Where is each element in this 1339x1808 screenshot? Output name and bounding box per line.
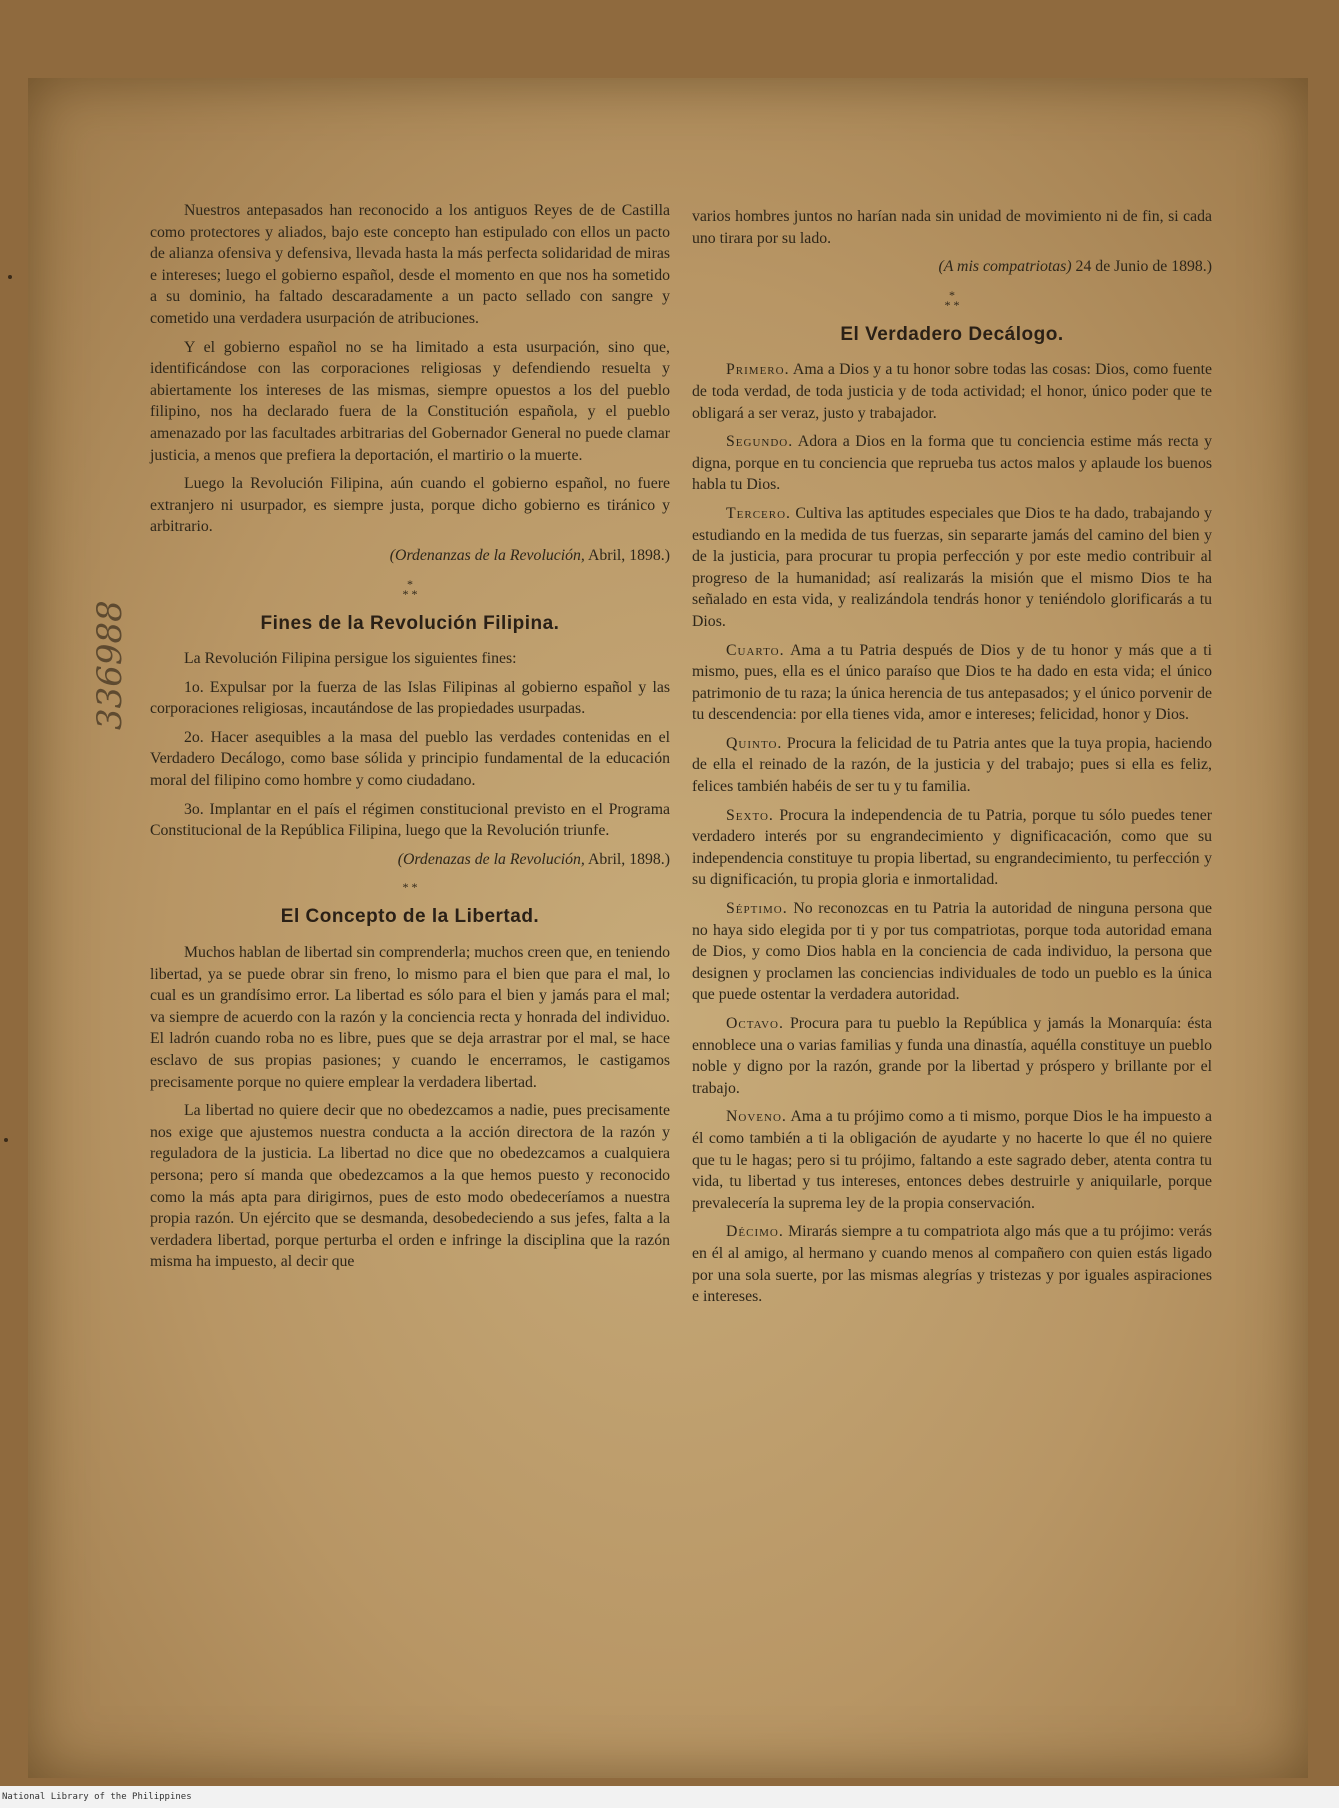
footer-credit: National Library of the Philippines bbox=[0, 1786, 1339, 1808]
decalogue-item: Séptimo. No reconozcas en tu Patria la autoridad de ninguna persona que no haya sido elegida por ti y por tus compatriotas, porque toda autoridad emana de Dios, y como Dios habla en la conciencia de cada individuo, la persona que designen y proclamen las conciencias individuales de todo un pueblo es la única que puede ostentar la verdadera autoridad. bbox=[692, 900, 1212, 1004]
source-citation: (A mis compatriotas) 24 de Junio de 1898.) bbox=[938, 258, 1212, 276]
section-heading-decalogo: El Verdadero Decálogo. bbox=[840, 323, 1064, 345]
paragraph: Muchos hablan de libertad sin comprenderla; muchos creen que, en teniendo libertad, ya se puede obrar sin freno, lo mismo para el bien que para el mal, lo cual es un grandísimo error. La libertad es sólo para el bien y jamás para el mal; va siempre de acuerdo con la razón y la conciencia recta y honrada del individuo. El ladrón cuando roba no es libre, pues que se deja arrastrar por el mal, se hace esclavo de sus propias pasiones; y cuando le encerramos, le castigamos precisamente porque no quiere emplear la verdadera libertad. bbox=[150, 944, 670, 1091]
left-column bbox=[150, 200, 670, 1280]
section-divider: * * bbox=[402, 880, 418, 895]
list-item: 1o. Expulsar por la fuerza de las Islas Filipinas al gobierno español y las corporaciones religiosas, incautándose de las propiedades usurpadas. bbox=[150, 678, 670, 718]
edge-mark bbox=[8, 275, 12, 279]
paragraph: Nuestros antepasados han reconocido a los antiguos Reyes de de Castilla como protectores y aliados, bajo este concepto han estipulado con ellos un pacto de alianza ofensiva y defensiva, llevada hasta la más perfecta solidaridad de miras e intereses; luego el gobierno español, desde el momento en que nos ha sometido a su dominio, ha faltado descaradamente a un pacto sellado con sangre y cometido una verdadera usurpación de atribuciones. bbox=[150, 202, 670, 327]
right-column bbox=[692, 206, 1212, 1315]
decalogue-item: Décimo. Mirarás siempre a tu compatriota algo más que a tu prójimo: verás en él al amigo, al hermano y cuando menos al compañero con quien estás ligado por una sola suerte, por las mismas alegrías y tristezas y por iguales aspiraciones e intereses. bbox=[692, 1223, 1212, 1306]
paragraph: La Revolución Filipina persigue los siguientes fines: bbox=[184, 650, 517, 668]
decalogue-item: Quinto. Procura la felicidad de tu Patria antes que la tuya propia, haciendo de ella el reinado de la razón, de la justicia y del trabajo; pues si ella es feliz, felices también habéis de ser tu y tu familia. bbox=[692, 734, 1212, 796]
decalogue-item: Primero. Ama a Dios y a tu honor sobre todas las cosas: Dios, como fuente de toda verdad, de toda justicia y de toda actividad; el honor, único poder que te obligará a ser veraz, justo y trabajador. bbox=[692, 361, 1212, 422]
source-citation: (Ordenanzas de la Revolución, Abril, 1898.) bbox=[389, 546, 670, 564]
section-heading-fines: Fines de la Revolución Filipina. bbox=[260, 612, 560, 634]
section-heading-libertad: El Concepto de la Libertad. bbox=[280, 906, 540, 928]
list-item: 3o. Implantar en el país el régimen constitucional previsto en el Programa Constitucional de la República Filipina, luego que la Revolución triunfe. bbox=[150, 800, 670, 840]
section-divider: * * * bbox=[402, 576, 418, 601]
paragraph: varios hombres juntos no harían nada sin unidad de movimiento ni de fin, si cada uno tirara por su lado. bbox=[692, 208, 1212, 247]
decalogue-item: Noveno. Ama a tu prójimo como a ti mismo, porque Dios le ha impuesto a él como también a ti la obligación de ayudarte y no hacerte lo que él no quiere que tu le hagas; pero si tu prójimo, faltando a este sagrado deber, atenta contra tu vida, tu libertad y tus intereses, entonces debes destruirle y aniquilarle, porque prevalecería la suprema ley de la propia conservación. bbox=[692, 1108, 1212, 1212]
section-divider: * * * bbox=[944, 287, 960, 312]
paragraph: La libertad no quiere decir que no obedezcamos a nadie, pues precisamente nos exige que ajustemos nuestra conducta a la acción directora de la razón y reguladora de la justicia. La libertad no dice que no obedezcamos a cualquiera persona; pero sí manda que obedezcamos a la que hemos puesto y reconocido como la más apta para dirigirnos, pues de esto modo obedeceríamos a nuestra propia razón. Un ejército que se desmanda, desobedeciendo a sus jefes, falta a la verdadera libertad, porque perturba el orden e infringe la disciplina que la razón misma ha impuesto, al decir que bbox=[150, 1102, 670, 1271]
decalogue-item: Sexto. Procura la independencia de tu Patria, porque tu sólo puedes tener verdadero interés por su engrandecimiento y dignificacación, como que su independencia constituye tu propia libertad, su engrandecimiento, tu perfección y su dignificación, tu propia gloria e inmortalidad. bbox=[692, 806, 1212, 889]
decalogue-item: Segundo. Adora a Dios en la forma que tu conciencia estime más recta y digna, porque en tu conciencia que reprueba tus actos malos y aplaude los buenos habla tu Dios. bbox=[692, 433, 1212, 494]
source-citation: (Ordenazas de la Revolución, Abril, 1898.) bbox=[397, 850, 670, 868]
edge-mark bbox=[4, 1138, 8, 1142]
decalogue-item: Cuarto. Ama a tu Patria después de Dios y de tu honor y más que a ti mismo, pues, ella es el único paraíso que Dios te ha dado en esta vida; el único patrimonio de tu raza; la única herencia de tus antepasados; y el único porvenir de tu descendencia: por ella tienes vida, amor e intereses; felicidad, honor y Dios. bbox=[692, 641, 1212, 724]
handwritten-catalog-number: 336988 bbox=[90, 600, 130, 730]
list-item: 2o. Hacer asequibles a la masa del pueblo las verdades contenidas en el Verdadero Decálogo, como base sólida y principio fundamental de la educación moral del filipino como hombre y como ciudadano. bbox=[150, 728, 670, 790]
paragraph: Y el gobierno español no se ha limitado a esta usurpación, sino que, identificándose con las corporaciones religiosas y defendiendo resuelta y abiertamente los intereses de las mismas, siempre opuestos a los del pueblo filipino, nos ha declarado fuera de la Constitución española, y el pueblo amenazado por las facultades arbitrarias del Gobernador General no puede clamar justicia, a menos que prefiera la deportación, el martirio o la muerte. bbox=[150, 338, 670, 464]
paragraph: Luego la Revolución Filipina, aún cuando el gobierno español, no fuere extranjero ni usurpador, es siempre justa, porque dicho gobierno es tiránico y arbitrario. bbox=[150, 475, 670, 536]
decalogue-item: Octavo. Procura para tu pueblo la República y jamás la Monarquía: ésta ennoblece una o varias familias y funda una dinastía, aquélla constituye un pueblo noble y digno por la razón, grande por la libertad y próspero y brillante por el trabajo. bbox=[692, 1015, 1212, 1097]
decalogue-item: Tercero. Cultiva las aptitudes especiales que Dios te ha dado, trabajando y estudiando en la medida de tus fuerzas, sin separarte jamás del camino del bien y de la justicia, para procurar tu propia perfección y por este medio contribuir al progreso de la humanidad; así realizarás la misión que el mismo Dios te ha señalado en esta vida, y realizándola tendrás honor y teniéndolo glorificarás a tu Dios. bbox=[692, 504, 1212, 630]
